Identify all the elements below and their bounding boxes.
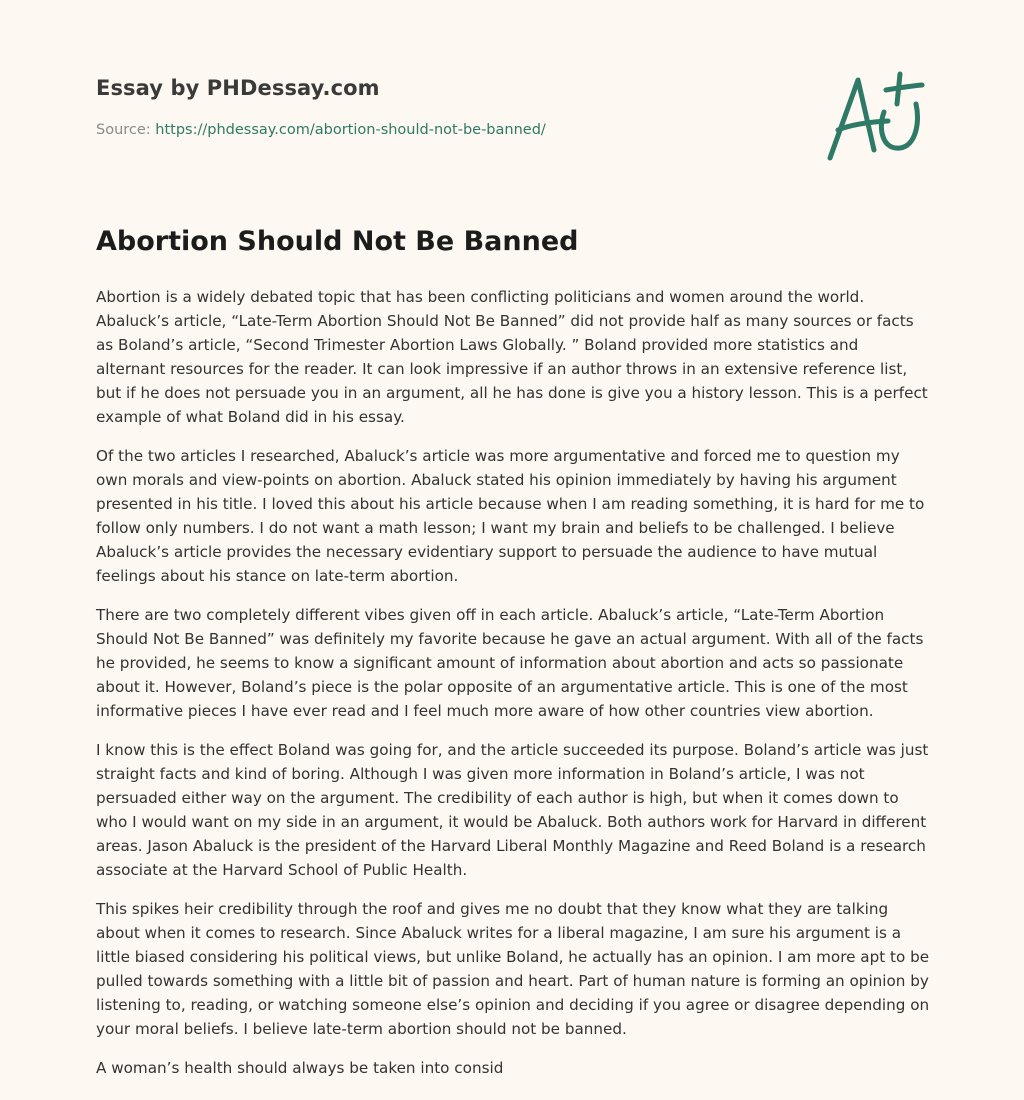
site-brand: Essay by PHDessay.com — [96, 76, 380, 100]
essay-paragraph: This spikes heir credibility through the roof and gives me no doubt that they know what they are talking about when it comes to research. Since Abaluck writes for a liberal magazine, I am sure his argument is a little biased considering his political views, but unlike Boland, he actually has an opinion. I am more apt to be pulled towards something with a little bit of passion and heart. Part of human nature is forming an opinion by listening to, reading, or watching someone else’s opinion and deciding if you agree or disagree depending on your moral beliefs. I believe late-term abortion should not be banned. — [96, 900, 930, 1038]
essay-paragraph: There are two completely different vibes given off in each article. Abaluck’s article, “Late-Term Abortion Should Not Be Banned” was definitely my favorite because he gave an actual argument. With all of the facts he provided, he seems to know a significant amount of information about abortion and acts so passionate about it. However, Boland’s piece is the polar opposite of an argumentative article. This is one of the most informative pieces I have ever read and I feel much more aware of how other countries view abortion. — [96, 606, 924, 720]
source-label: Source: — [96, 122, 156, 138]
essay-paragraph: I know this is the effect Boland was going for, and the article succeeded its purpose. Boland’s article was just straight facts and kind of boring. Although I was given more information in Boland’s article, I was not persuaded either way on the argument. The credibility of each author is high, but when it comes down to who I would want on my side in an argument, it would be Abaluck. Both authors work for Harvard in different areas. Jason Abaluck is the president of the Harvard Liberal Monthly Magazine and Reed Boland is a research associate at the Harvard School of Public Health. — [96, 741, 929, 879]
essay-paragraph: Abortion is a widely debated topic that has been conflicting politicians and women around the world. Abaluck’s article, “Late-Term Abortion Should Not Be Banned” did not provide half as many sources or facts as Boland’s article, “Second Trimester Abortion Laws Globally. ” Boland provided more statistics and alternant resources for the reader. It can look impressive if an author throws in an extensive reference list, but if he does not persuade you in an argument, all he has done is give you a history lesson. This is a perfect example of what Boland did in his essay. — [96, 288, 928, 426]
essay-paragraph: Of the two articles I researched, Abaluck’s article was more argumentative and forced me to question my own morals and view-points on abortion. Abaluck stated his opinion immediately by having his argument presented in his title. I loved this about his article because when I am reading something, it is hard for me to follow only numbers. I do not want a math lesson; I want my brain and beliefs to be challenged. I believe Abaluck’s article provides the necessary evidentiary support to persuade the audience to have mutual feelings about his stance on late-term abortion. — [96, 447, 925, 585]
source-link[interactable]: https://phdessay.com/abortion-should-not-be-banned/ — [155, 122, 546, 138]
header — [96, 76, 816, 138]
essay-title: Abortion Should Not Be Banned — [96, 226, 579, 257]
essay-body — [96, 285, 932, 1095]
a-plus-grade-icon — [818, 66, 930, 166]
source-line — [96, 122, 816, 138]
essay-paragraph: A woman’s health should always be taken into consid — [96, 1059, 504, 1077]
